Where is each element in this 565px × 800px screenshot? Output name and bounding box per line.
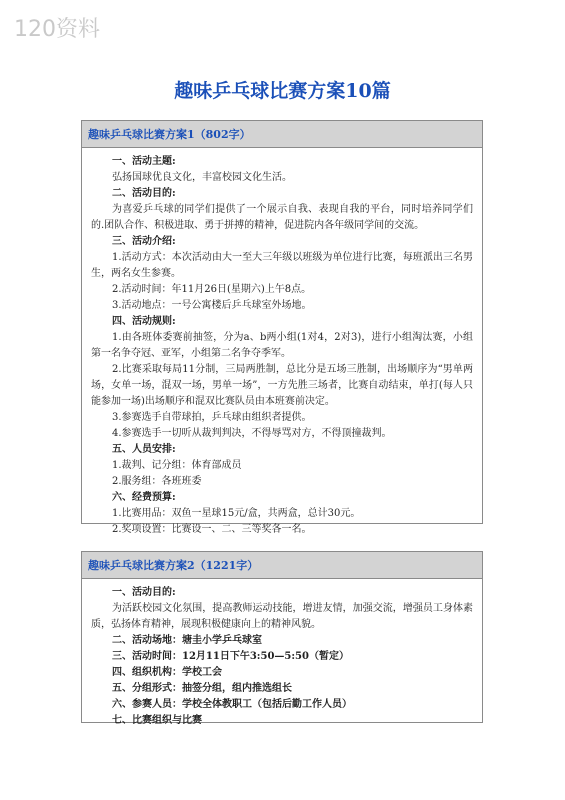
watermark-logo: 120资料 bbox=[14, 17, 100, 42]
section-heading: 五、分组形式：抽签分组，组内推选组长 bbox=[112, 683, 292, 694]
paragraph: 1.裁判、记分组：体育部成员 bbox=[112, 460, 242, 471]
section-heading: 五、人员安排: bbox=[112, 444, 176, 455]
paragraph: 1.活动方式：本次活动由大一至大三年级以班级为单位进行比赛，每班派出三名男生，两名女生参赛。 bbox=[91, 252, 473, 279]
plan-2-body bbox=[82, 579, 482, 733]
paragraph: 2.奖项设置：比赛设一、二、三等奖各一名。 bbox=[112, 524, 312, 535]
plan-2-header: 趣味乒乓球比赛方案2（1221字） bbox=[82, 552, 482, 579]
section-heading: 六、参赛人员：学校全体教职工（包括后勤工作人员） bbox=[112, 699, 352, 710]
paragraph: 弘扬国球优良文化，丰富校园文化生活。 bbox=[112, 172, 292, 183]
section-heading: 二、活动场地：塘圭小学乒乓球室 bbox=[112, 635, 262, 646]
section-heading: 七、比赛组织与比赛 bbox=[112, 715, 202, 726]
paragraph: 3.活动地点：一号公寓楼后乒乓球室外场地。 bbox=[112, 300, 312, 311]
paragraph: 3.参赛选手自带球拍，乒乓球由组织者提供。 bbox=[112, 412, 312, 423]
section-heading: 三、活动时间：12月11日下午3:50—5:50（暂定） bbox=[112, 651, 349, 662]
plan-2-card bbox=[81, 551, 483, 726]
section-heading: 二、活动目的: bbox=[112, 188, 176, 199]
paragraph: 2.比赛采取每局11分制，三局两胜制，总比分是五场三胜制，出场顺序为“男单两场，女单一场，混双一场，男单一场”，一方先胜三场者，比赛自动结束，单打(每人只能参加一场)出场顺序和混双比赛队员由本班赛前决定。 bbox=[91, 364, 473, 407]
document-title: 趣味乒乓球比赛方案10篇 bbox=[174, 80, 391, 102]
paragraph: 为喜爱乒乓球的同学们提供了一个展示自我、表现自我的平台，同时培养同学们的.团队合作、积极进取、勇于拼搏的精神，促进院内各年级同学间的交流。 bbox=[91, 204, 473, 231]
section-heading: 六、经费预算: bbox=[112, 492, 176, 503]
paragraph: 4.参赛选手一切听从裁判判决，不得辱骂对方，不得顶撞裁判。 bbox=[112, 428, 392, 439]
paragraph: 为活跃校园文化氛围，提高教师运动技能，增进友情，加强交流，增强员工身体素质，弘扬体育精神，展现积极健康向上的精神风貌。 bbox=[91, 603, 473, 630]
plan-1-body bbox=[82, 148, 482, 542]
plan-1-header: 趣味乒乓球比赛方案1（802字） bbox=[82, 121, 482, 148]
plan-1-card bbox=[81, 120, 483, 535]
paragraph: 2.服务组：各班班委 bbox=[112, 476, 202, 487]
paragraph: 1.比赛用品：双鱼一星球15元/盒，共两盒，总计30元。 bbox=[112, 508, 361, 519]
section-heading: 三、活动介绍: bbox=[112, 236, 176, 247]
section-heading: 一、活动主题: bbox=[112, 156, 176, 167]
section-heading: 四、组织机构：学校工会 bbox=[112, 667, 222, 678]
paragraph: 1.由各班体委赛前抽签，分为a、b两小组(1对4，2对3)，进行小组淘汰赛，小组第一名争夺冠、亚军，小组第二名争夺季军。 bbox=[91, 332, 473, 359]
paragraph: 2.活动时间：年11月26日(星期六)上午8点。 bbox=[112, 284, 312, 295]
section-heading: 一、活动目的: bbox=[112, 587, 176, 598]
section-heading: 四、活动规则: bbox=[112, 316, 176, 327]
